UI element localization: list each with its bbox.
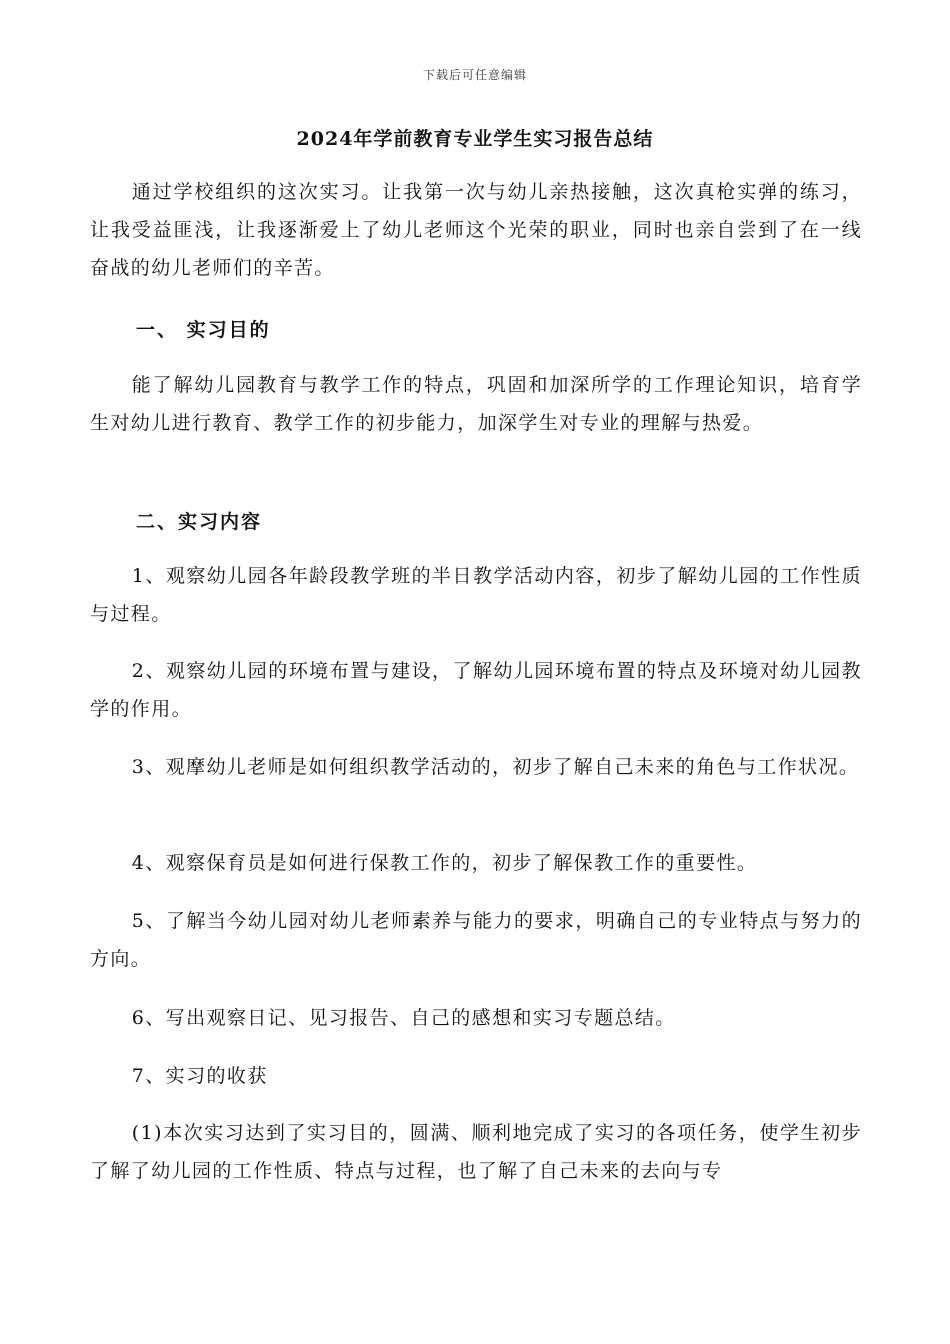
intro-paragraph: 通过学校组织的这次实习。让我第一次与幼儿亲热接触，这次真枪实弹的练习，让我受益匪浅，让我逐渐爱上了幼儿老师这个光荣的职业，同时也亲自尝到了在一线奋战的幼儿老师们的辛苦。 — [90, 181, 862, 279]
document-title: 2024年学前教育专业学生实习报告总结 — [296, 128, 654, 150]
content-item-3: 3、观摩幼儿老师是如何组织教学活动的，初步了解自己未来的角色与工作状况。 — [131, 756, 860, 778]
content-item-4: 4、观察保育员是如何进行保教工作的，初步了解保教工作的重要性。 — [131, 852, 758, 874]
harvest-item-1: (1)本次实习达到了实习目的，圆满、顺利地完成了实习的各项任务，使学生初步了解了幼儿园的工作性质、特点与过程，也了解了自己未来的去向与专 — [90, 1122, 862, 1182]
content-item-6: 6、写出观察日记、见习报告、自己的感想和实习专题总结。 — [131, 1007, 676, 1029]
content-item-7: 7、实习的收获 — [131, 1065, 268, 1087]
section-1-paragraph: 能了解幼儿园教育与教学工作的特点，巩固和加深所学的工作理论知识，培育学生对幼儿进行教育、教学工作的初步能力，加深学生对专业的理解与热爱。 — [90, 374, 862, 434]
section-1-heading: 一、 实习目的 — [136, 319, 271, 341]
section-2-heading: 二、实习内容 — [136, 511, 263, 533]
content-item-1: 1、观察幼儿园各年龄段教学班的半日教学活动内容，初步了解幼儿园的工作性质与过程。 — [90, 565, 862, 625]
content-item-2: 2、观察幼儿园的环境布置与建设，了解幼儿园环境布置的特点及环境对幼儿园教学的作用。 — [90, 660, 862, 720]
content-item-5: 5、了解当今幼儿园对幼儿老师素养与能力的要求，明确自己的专业特点与努力的方向。 — [90, 910, 862, 970]
header-note: 下载后可任意编辑 — [422, 68, 527, 82]
